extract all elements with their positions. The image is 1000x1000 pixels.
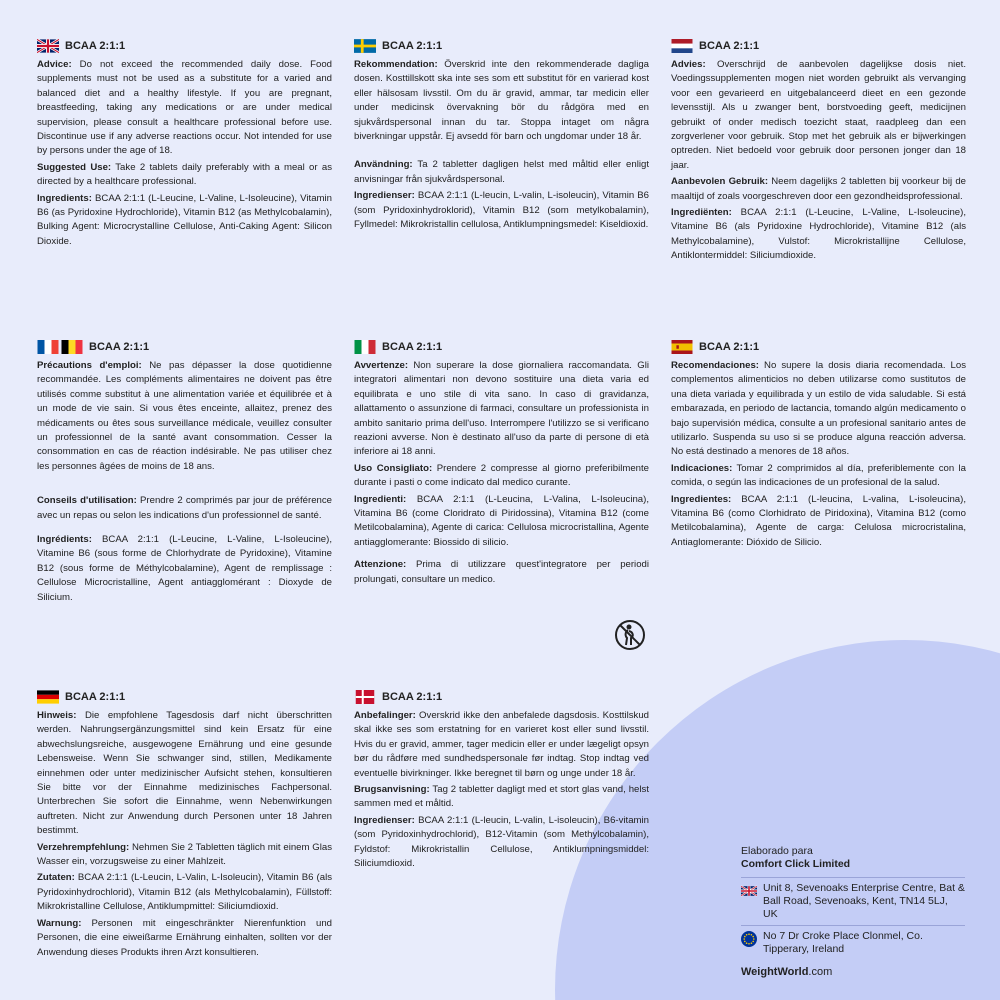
ingredients-label: Zutaten: xyxy=(37,872,75,884)
ingredients-text: BCAA 2:1:1 (L-leucin, L-valin, L-isoleucin), B6-vitamin (som Pyridoxinhydrochlorid), B12-Vitamin (som Methylcobalamin), Fyldstof: Mikrokristallin Cellulose, Antiklumpningsmiddel: Siliciumdioxid. xyxy=(354,814,649,870)
netherlands-flag-icon xyxy=(671,39,693,53)
advice-label: Hinweis: xyxy=(37,710,77,721)
uk-address-text: Unit 8, Sevenoaks Enterprise Centre, Bat & Ball Road, Sevenoaks, Kent, TN14 5LJ, UK xyxy=(763,882,965,920)
use-text: Prendere 2 compresse al giorno preferibilmente durante i pasti o come indicato dal medico curante. xyxy=(354,462,649,489)
advice-text: Die empfohlene Tagesdosis darf nicht überschritten werden. Nahrungsergänzungsmittel sind kein Ersatz für eine abwechslungsreiche, ausgewogene Ernährung und eine gesunde Lebensweise. Wenn Sie schwanger sind, stillen, Medikamente einnehmen oder unter medizinischer Aufsicht stehen, konsultieren Sie bitte vor der Einnahme medizinisches Fachpersonal. Unterbrechen Sie sofort die Einnahme, wenn Nebenwirkungen auftreten. Nicht zur Anwendung durch Personen unter 18 Jahren bestimmt. xyxy=(37,710,332,837)
use-text: Nehmen Sie 2 Tabletten täglich mit einem Glas Wasser ein, vorzugsweise zu einer Mahlzeit. xyxy=(37,841,332,868)
ingredients-label: Ingredienti: xyxy=(354,493,407,505)
brand-name: WeightWorld xyxy=(741,966,809,978)
section-danish xyxy=(354,690,649,873)
use-label: Suggested Use: xyxy=(37,161,112,173)
ie-address-text: No 7 Dr Croke Place Clonmel, Co. Tipperary, Ireland xyxy=(763,930,923,955)
section-header xyxy=(671,340,966,354)
advice-text: Överskrid inte den rekommenderade dagliga dosen. Kosttillskott ska inte ses som ett substitut för en varierad kost eller hälsosam livsstil. Om du är gravid, ammar, tar medicin eller under medicinsk övervakning bör du rådgöra med en sjukvårdspersonal innan du tar. Stoppa intaget om några biverkningar uppstår. Ej avsedd för barn och ungdomar under 18 år. xyxy=(354,59,649,143)
advice-label: Avvertenze: xyxy=(354,360,409,371)
ingredients-text: BCAA 2:1:1 (L-Leucine, L-Valine, L-Isoleucine), Vitamin B6 (as Pyridoxine Hydrochloride), Vitamin B12 (as Methylcobalamin), Bulking Agent: Microcrystalline Cellulose, Anti-Caking Agent: Silicon Dioxide. xyxy=(37,192,332,247)
eu-flag-icon xyxy=(741,931,757,947)
ingredients-label: Ingrediënten: xyxy=(671,207,732,219)
advice-text: Overskrid ikke den anbefalede dagsdosis. Kosttilskud skal ikke ses som erstatning for en varieret kost eller sund livsstil. Hvis du er gravid, ammer, tager medicin eller er under lægeligt opsyn bør du rådføre med sundhedspersonale før indtag. Stop indtag ved eventuelle bivirkninger. Ikke beregnet til børn og unge under 18 år. xyxy=(354,710,649,779)
use-text: Prendre 2 comprimés par jour de préférence avec un repas ou selon les indications d'un professionnel de santé. xyxy=(37,495,332,521)
section-header xyxy=(354,39,649,53)
section-french xyxy=(37,340,332,607)
ingredients-text: BCAA 2:1:1 (L-leucina, L-valina, L-isoleucina), Vitamina B6 (como Clorhidrato de Piridoxina), Vitamina B12 (como Metilcobalamina), Agente de carga: Celulosa microcristalina, Antiaglomerante: Dióxido de Silicio. xyxy=(671,493,966,548)
advice-label: Anbefalinger: xyxy=(354,710,416,721)
section-header xyxy=(671,39,966,53)
ingredients-text: BCAA 2:1:1 (L-Leucine, L-Valine, L-Isoleucine), Vitamine B6 (als Pyridoxine Hydrochloride), Vitamine B12 (als Methylcobalamine), Vulstof: Microkristallijne Cellulose, Antiklontermiddel: Siliciumdioxide. xyxy=(671,207,966,262)
use-label: Brugsanvisning: xyxy=(354,784,430,796)
advice-text: No supere la dosis diaria recomendada. Los complementos alimenticios no deben utilizarse como sustitutos de una dieta variada y equilibrada y un estilo de vida saludable. Si está embarazada, en periodo de lactancia, tomando algún medicamento o bajo supervisión médica, consulte a un profesional sanitario antes de utilizarlo. Suspenda su uso si se produce alguna reacción adversa. No está destinado a menores de 18 años. xyxy=(671,360,966,458)
section-german xyxy=(37,690,332,962)
france-flag-icon xyxy=(37,340,59,354)
advice-label: Précautions d'emploi: xyxy=(37,360,142,371)
uk-flag-icon xyxy=(741,883,757,899)
company-name: Comfort Click Limited xyxy=(741,858,851,870)
advice-text: Overschrijd de aanbevolen dagelijkse dosis niet. Voedingssupplementen mogen niet worden gebruikt als vervanging voor een gevarieerd en uitgebalanceerd dieet en een gezonde levensstijl. Als u zwanger bent, borstvoeding geeft, medicijnen gebruikt of onder medisch toezicht staat, raadpleeg dan een zorgverlener voor gebruik. Stop met het gebruik als er bijwerkingen optreden. Niet bedoeld voor gebruik door personen jonger dan 18 jaar. xyxy=(671,59,966,171)
use-text: Take 2 tablets daily preferably with a meal or as directed by a healthcare professional. xyxy=(37,161,332,188)
uk-address xyxy=(741,877,965,925)
section-header xyxy=(37,39,332,53)
section-italian xyxy=(354,340,649,589)
use-label: Indicaciones: xyxy=(671,462,733,474)
advice-label: Advice: xyxy=(37,59,72,70)
italy-flag-icon xyxy=(354,340,376,354)
product-name: BCAA 2:1:1 xyxy=(382,340,443,353)
use-text: Ta 2 tabletter dagligen helst med måltid eller enligt anvisningar från sjukvårdspersonal. xyxy=(354,159,649,185)
warning-text: Personen mit eingeschränkter Nierenfunktion und Personen, die eine eiweißarme Ernährung einhalten, sollten vor der Anwendung dieses Produkts ihren Arzt konsultieren. xyxy=(37,917,332,958)
ingredients-label: Ingredienser: xyxy=(354,814,415,826)
product-name: BCAA 2:1:1 xyxy=(382,39,443,52)
spain-flag-icon xyxy=(671,340,693,354)
use-text: Tag 2 tabletter dagligt med et stort glas vand, helst sammen med et måltid. xyxy=(354,784,649,810)
product-name: BCAA 2:1:1 xyxy=(382,690,443,703)
section-header xyxy=(354,690,649,704)
use-label: Uso Consigliato: xyxy=(354,462,433,474)
pregnancy-warning-icon xyxy=(614,619,646,651)
ingredients-text: BCAA 2:1:1 (L-Leucin, L-Valin, L-Isoleucin), Vitamin B6 (als Pyridoxinhydrochlorid), Vitamin B12 (als Methylcobalamin), Füllstoff: Mikrokristalline Cellulose, Antiklumpmittel: Siliciumdioxid. xyxy=(37,872,332,913)
product-name: BCAA 2:1:1 xyxy=(89,340,150,353)
product-name: BCAA 2:1:1 xyxy=(699,340,760,353)
use-text: Neem dagelijks 2 tabletten bij voorkeur bij de maaltijd of zoals voorgeschreven door een gezondheidsprofessional. xyxy=(671,176,966,202)
ingredients-label: Ingrédients: xyxy=(37,534,92,546)
ingredients-text: BCAA 2:1:1 (L-Leucina, L-Valina, L-Isoleucina), Vitamina B6 (come Cloridrato di Piridossina), Vitamina B12 (come Metilcobalamina), Agente di carica: Cellulosa microcristallina, Agente antiagglomerante: Biossido di silicio. xyxy=(354,493,649,548)
sweden-flag-icon xyxy=(354,39,376,53)
advice-text: Ne pas dépasser la dose quotidienne recommandée. Les compléments alimentaires ne doivent pas être utilisés comme substitut à une alimentation variée et équilibrée et à un mode de vie sain. Si vous êtes enceinte, allaitez, prenez des médicaments ou êtes sous surveillance médicale, veuillez consulter un professionnel de la santé avant consommation. Cesser la consommation en cas de réaction indésirable. Ne pas utiliser chez les personnes âgées de moins de 18 ans. xyxy=(37,360,333,472)
section-header xyxy=(37,690,332,704)
section-english xyxy=(37,39,332,251)
brand-domain: .com xyxy=(808,966,833,978)
section-dutch xyxy=(671,39,966,266)
use-label: Verzehrempfehlung: xyxy=(37,841,130,853)
advice-label: Advies: xyxy=(671,59,706,70)
use-label: Användning: xyxy=(354,159,413,171)
warning-label: Warnung: xyxy=(37,917,82,929)
denmark-flag-icon xyxy=(354,690,376,704)
section-swedish xyxy=(354,39,649,234)
product-name: BCAA 2:1:1 xyxy=(699,39,760,52)
section-header xyxy=(37,340,332,354)
brand-website xyxy=(741,966,965,979)
advice-text: Non superare la dose giornaliera raccomandata. Gli integratori alimentari non devono sostituire una dieta varia ed equilibrata e uno stile di vita sano. In caso di gravidanza, allattamento o assunzione di farmaci, consultare un professionista in ambito sanitario prima dell'uso. Interrompere l'utilizzo se si verificano reazioni avverse. Non è destinato all'uso da parte di persone di età inferiore ai 18 anni. xyxy=(354,360,649,458)
section-spanish xyxy=(671,340,966,552)
section-header xyxy=(354,340,649,354)
ingredients-text: BCAA 2:1:1 (L-leucin, L-valin, L-isoleucin), Vitamin B6 (som Pyridoxinhydroklorid), Vitamin B12 (som metylkobalamin), Fyllmedel: Mikrokristallin cellulosa, Antiklumpningsmedel: Kiseldioxid. xyxy=(354,190,649,231)
advice-text: Do not exceed the recommended daily dose. Food supplements must not be used as a substitute for a varied and balanced diet and a healthy lifestyle. If you are pregnant, breastfeeding, taking any medications or are under medical supervision, please consult a healthcare professional before use. Discontinue use if any adverse reactions occur. Not intended for use by persons under the age of 18. xyxy=(37,59,332,157)
warning-text: Prima di utilizzare quest'integratore per periodi prolungati, consultare un medico. xyxy=(354,559,649,585)
ingredients-label: Ingredients: xyxy=(37,192,92,204)
advice-label: Recomendaciones: xyxy=(671,360,759,371)
warning-label: Attenzione: xyxy=(354,559,407,571)
ingredients-text: BCAA 2:1:1 (L-Leucine, L-Valine, L-Isoleucine), Vitamine B6 (sous forme de Chlorhydrate de Pyridoxine), Vitamine B12 (sous forme de Méthylcobalamine), Agent de remplissage : Cellulose Microcristalline, Agent antiagglomérant : Dioxyde de Silicium. xyxy=(37,534,332,603)
ingredients-label: Ingredientes: xyxy=(671,493,732,505)
ingredients-label: Ingredienser: xyxy=(354,190,415,202)
ie-address xyxy=(741,925,965,960)
use-label: Conseils d'utilisation: xyxy=(37,495,137,507)
product-name: BCAA 2:1:1 xyxy=(65,39,126,52)
uk-flag-icon xyxy=(37,39,59,53)
belgium-flag-icon xyxy=(61,340,83,354)
manufacturer-address xyxy=(741,845,965,979)
use-label: Aanbevolen Gebruik: xyxy=(671,176,769,188)
prepared-for-label: Elaborado para xyxy=(741,845,813,857)
advice-label: Rekommendation: xyxy=(354,59,438,70)
use-text: Tomar 2 comprimidos al día, preferiblemente con la comida, o según las indicaciones de un profesional de la salud. xyxy=(671,462,966,489)
product-name: BCAA 2:1:1 xyxy=(65,690,126,703)
germany-flag-icon xyxy=(37,690,59,704)
